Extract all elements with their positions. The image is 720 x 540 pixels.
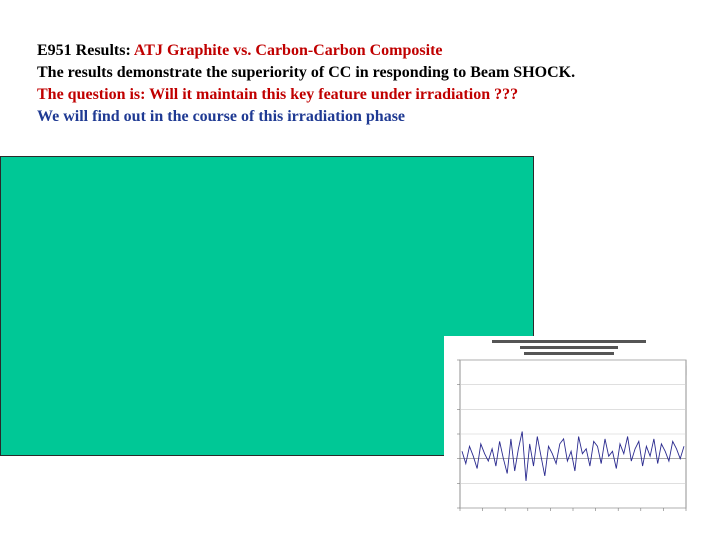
title-line	[37, 40, 575, 62]
slide-text	[37, 40, 575, 128]
chart-title-line-1	[492, 340, 646, 343]
chart-title	[492, 340, 646, 355]
title-prefix: E951 Results:	[37, 42, 134, 59]
chart-title-line-3	[524, 352, 614, 355]
strain-chart	[444, 336, 690, 526]
results-line: The results demonstrate the superiority of CC in responding to Beam SHOCK.	[37, 64, 576, 81]
followup-line: We will find out in the course of this irradiation phase	[37, 108, 406, 125]
title-highlight: ATJ Graphite vs. Carbon-Carbon Composite	[133, 42, 443, 59]
question-line: The question is: Will it maintain this key feature under irradiation ???	[37, 86, 519, 103]
plot-area	[457, 360, 686, 511]
chart-svg	[444, 336, 690, 526]
chart-title-line-2	[520, 346, 618, 349]
